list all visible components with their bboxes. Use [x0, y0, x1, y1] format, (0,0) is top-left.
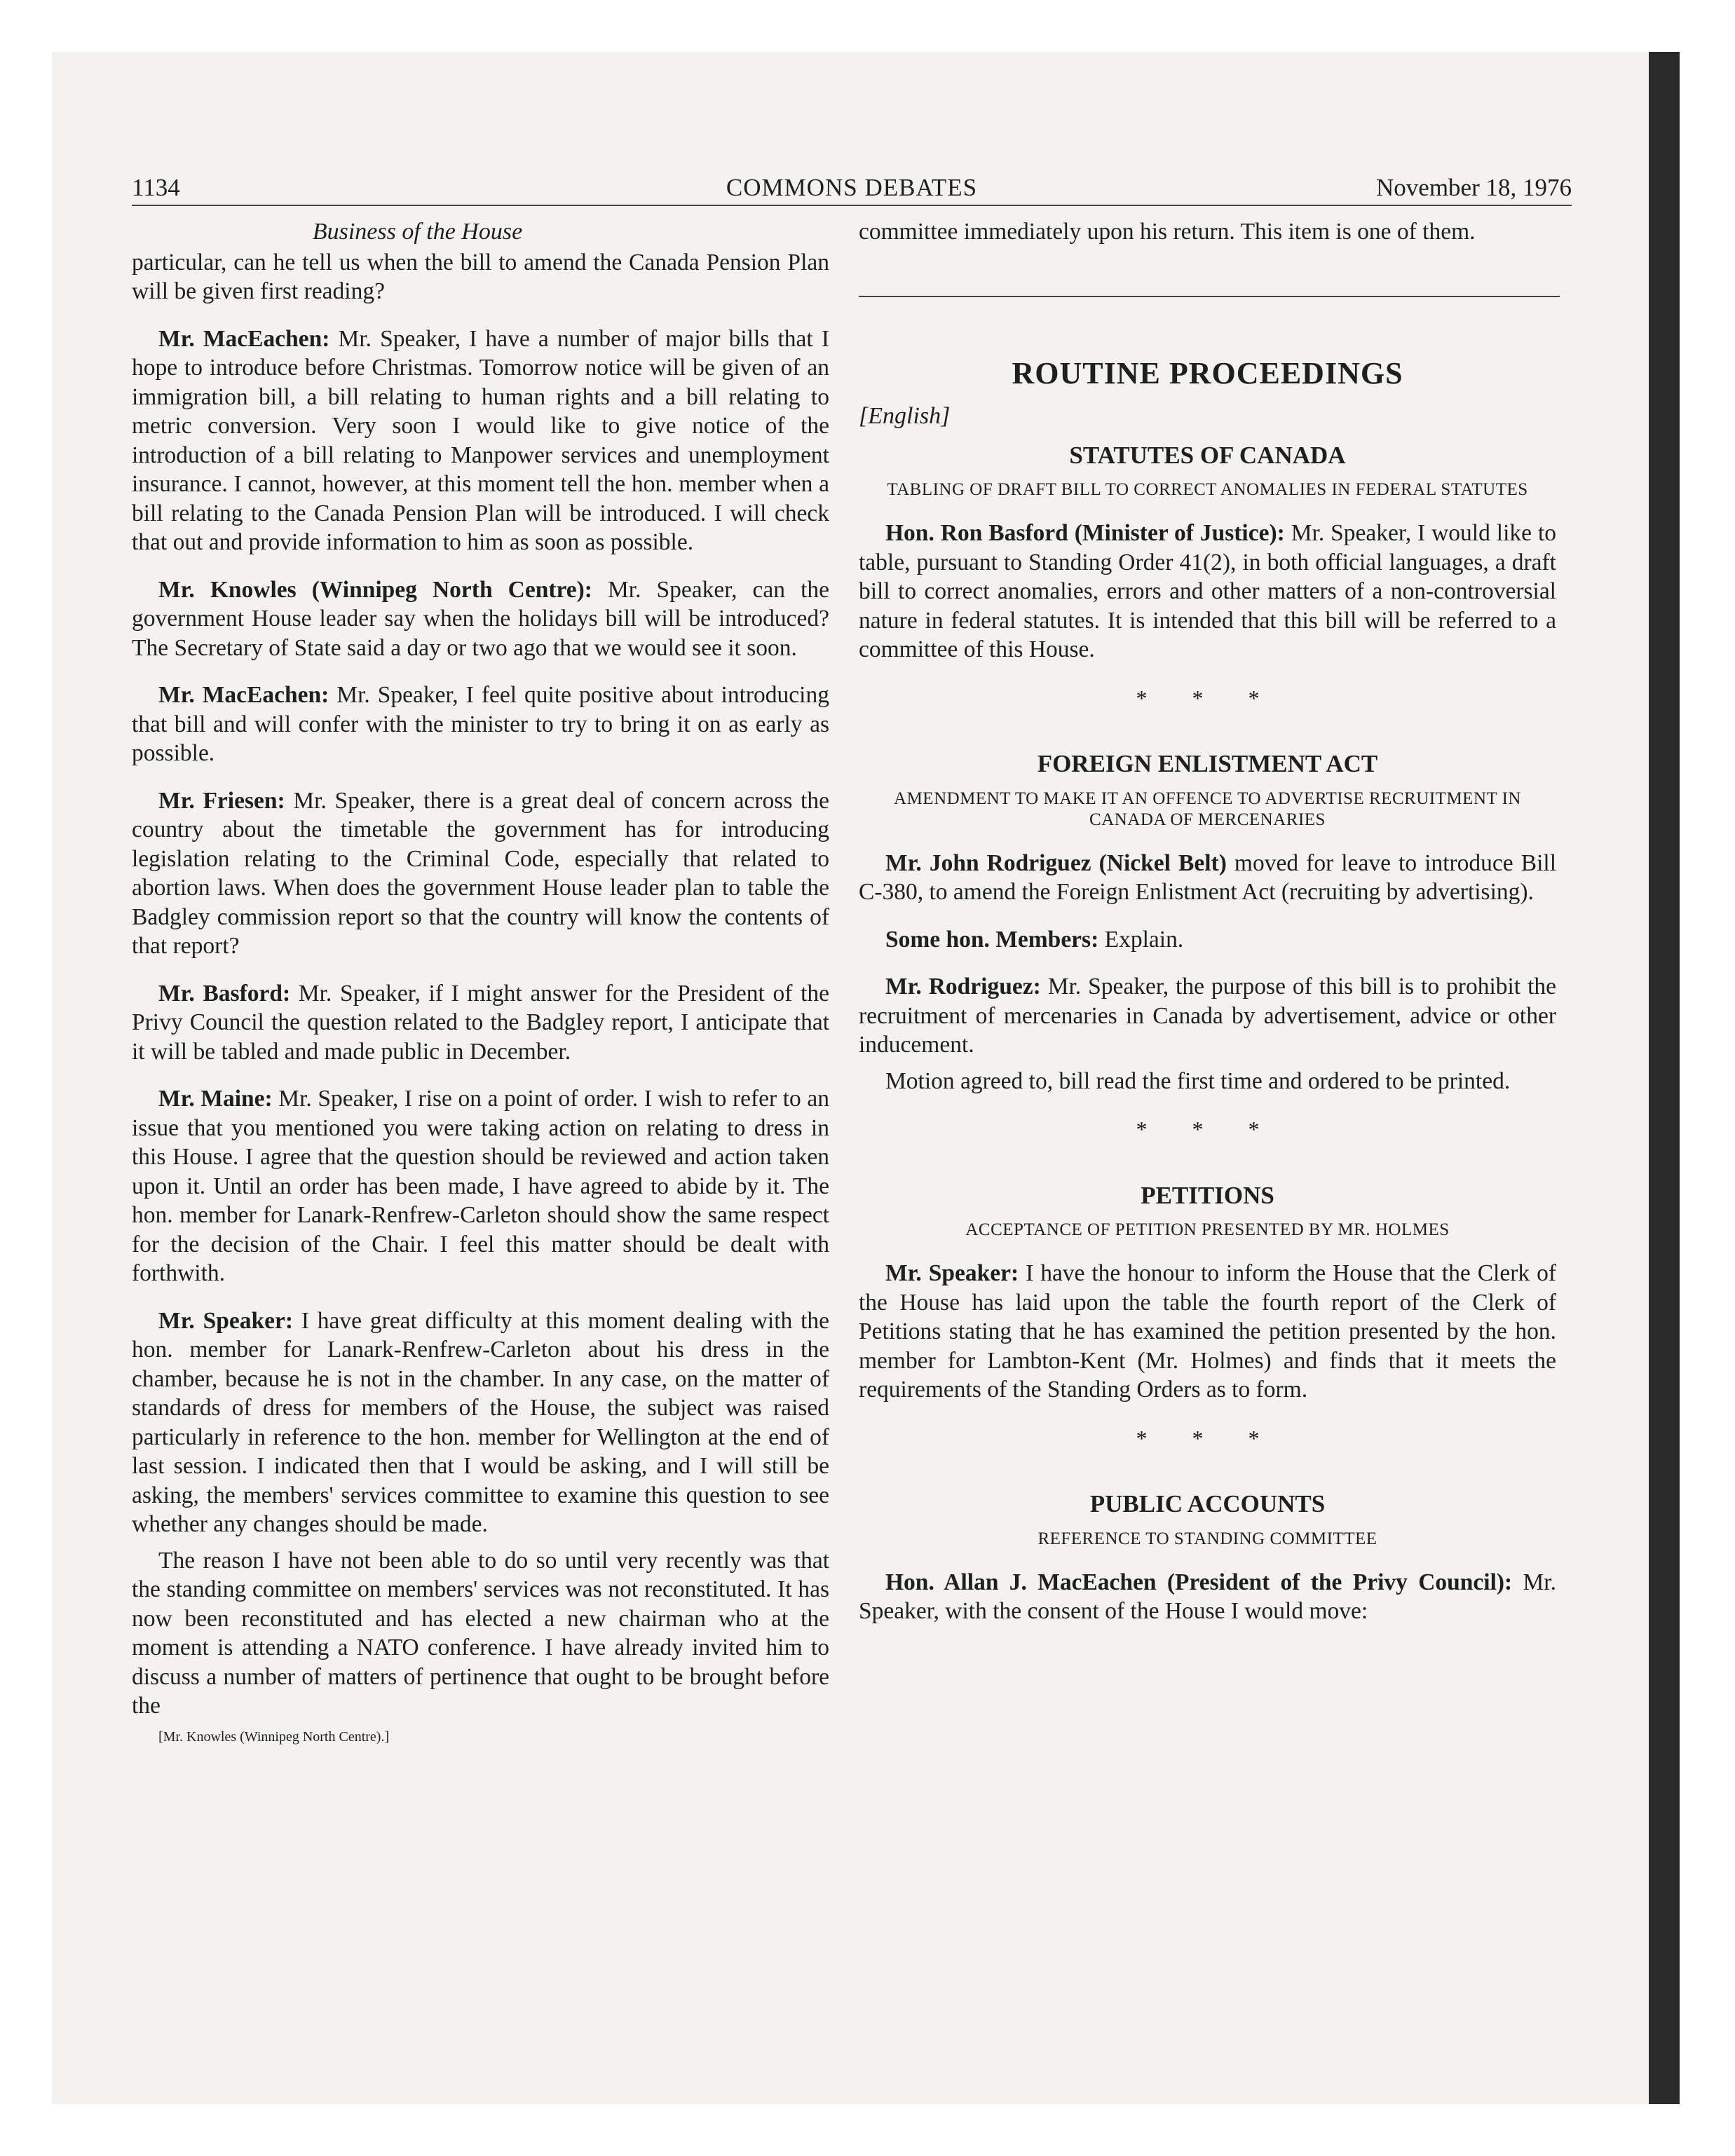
paragraph-text: Mr. Speaker, I have a number of major bills that I hope to introduce before Christmas. Tomorrow notice will be given of an immigration bill, a bill relating to human rights and a bill relating to metric conversion. Very soon I would like to give notice of the introduction of a bill relating to Manpower services and unemployment insurance. I cannot, however, at this moment tell the hon. member when a bill relating to the Canada Pension Plan will be introduced. I will check that out and provide information to him as soon as possible.: [132, 325, 830, 555]
paragraph: [132, 248, 829, 306]
running-head-business: Business of the House: [312, 219, 523, 245]
paragraph: [132, 1546, 829, 1721]
section-divider: [859, 296, 1560, 297]
paragraph-text: Mr. Speaker, I would like to table, pursuant to Standing Order 41(2), in both official languages, a draft bill to correct anomalies, errors and other matters of a non-controversial nature in federal statutes. It is intended that this bill will be referred to a committee of this House.: [859, 520, 1557, 662]
paragraph-text: Mr. Speaker, there is a great deal of concern across the country about the timetable the government has for introducing legislation relating to the Criminal Code, especially that related to abortion laws. When does the government House leader plan to table the Badgley commission report so that the country will know the contents of that report?: [132, 787, 829, 959]
speaker-name: Mr. MacEachen:: [158, 325, 330, 352]
paragraph: [859, 972, 1556, 1060]
paragraph: [132, 1306, 829, 1539]
paragraph: [859, 1568, 1556, 1626]
document-page: [132, 168, 1572, 1745]
speaker-name: Mr. Maine:: [158, 1086, 273, 1112]
paragraph-text: Mr. Speaker, with the consent of the House I would move:: [859, 1569, 1556, 1624]
subsection-subtitle: REFERENCE TO STANDING COMMITTEE: [1037, 1529, 1377, 1548]
scan-edge-strip: [1649, 52, 1680, 2104]
speaker-name: Some hon. Members:: [885, 926, 1099, 953]
right-column: [859, 217, 1556, 1644]
paragraph: [132, 681, 829, 768]
section-separator-stars: * * *: [1136, 1425, 1279, 1451]
paragraph: [859, 1067, 1556, 1096]
subsection-title: PETITIONS: [1141, 1181, 1274, 1209]
paragraph-text: The reason I have not been able to do so until very recently was that the standing committee on members' services was not reconstituted. It has now been reconstituted and has elected a new chairman who at the moment is attending a NATO conference. I have already invited him to discuss a number of matters of pertinence that ought to be brought before the: [132, 1547, 829, 1719]
subsection-subtitle: AMENDMENT TO MAKE IT AN OFFENCE TO ADVERTISE RECRUITMENT IN CANADA OF MERCENARIES: [894, 789, 1521, 829]
paragraph-text: Explain.: [1098, 926, 1184, 953]
subsection-subtitle: TABLING OF DRAFT BILL TO CORRECT ANOMALIES IN FEDERAL STATUTES: [887, 480, 1528, 499]
page-header: [132, 168, 1572, 206]
paragraph: [859, 217, 1556, 247]
paragraph: [859, 849, 1556, 907]
subsection-title: PUBLIC ACCOUNTS: [1089, 1490, 1326, 1517]
paragraph: [859, 519, 1556, 664]
paragraph: [132, 1084, 829, 1288]
speaker-name: Mr. Basford:: [158, 980, 291, 1007]
language-tag: [English]: [859, 403, 951, 429]
paragraph: [132, 786, 829, 961]
section-separator-stars: * * *: [1136, 1117, 1279, 1142]
section-title: ROUTINE PROCEEDINGS: [1012, 355, 1403, 390]
page-number: 1134: [132, 174, 180, 201]
paragraph-text: Mr. Speaker, can the government House leader say when the holidays bill will be introduced? The Secretary of State said a day or two ago that we would see it soon.: [132, 576, 830, 661]
speaker-attribution: [Mr. Knowles (Winnipeg North Centre).]: [158, 1728, 390, 1745]
speaker-name: Mr. Friesen:: [158, 787, 285, 814]
paragraph-text: I have the honour to inform the House that the Clerk of the House has laid upon the table the fourth report of the Clerk of Petitions stating that he has examined the petition presented by the hon. member for Lambton-Kent (Mr. Holmes) and finds that it meets the requirements of the Standing Orders as to form.: [859, 1260, 1556, 1403]
left-column: [132, 217, 829, 1746]
speaker-name: Mr. Knowles (Winnipeg North Centre):: [158, 576, 592, 603]
speaker-name: Mr. Rodriguez:: [885, 974, 1041, 999]
paragraph-text: particular, can he tell us when the bill to amend the Canada Pension Plan will be given first reading?: [132, 249, 829, 304]
paragraph-text: Mr. Speaker, I rise on a point of order. I wish to refer to an issue that you mentioned you were taking action on relating to dress in this House. I agree that the question should be reviewed and action taken upon it. Until an order has been made, I have agreed to abide by it. The hon. member for Lanark-Renfrew-Carleton should show the same respect for the decision of the Chair. I feel this matter should be dealt with forthwith.: [132, 1086, 829, 1286]
speaker-name: Mr. Speaker:: [158, 1307, 294, 1334]
paragraph: [859, 925, 1556, 955]
publication-date: November 18, 1976: [1376, 174, 1572, 201]
speaker-name: Hon. Ron Basford (Minister of Justice):: [885, 520, 1285, 546]
subsection-title: STATUTES OF CANADA: [1069, 441, 1346, 469]
speaker-name: Mr. MacEachen:: [158, 682, 329, 708]
subsection-subtitle: ACCEPTANCE OF PETITION PRESENTED BY MR. HOLMES: [965, 1220, 1450, 1239]
paragraph-text: moved for leave to introduce Bill C-380, to amend the Foreign Enlistment Act (recruiting by advertising).: [859, 850, 1556, 905]
section-separator-stars: * * *: [1136, 685, 1279, 711]
paragraph-text: Mr. Speaker, I feel quite positive about introducing that bill and will confer with the minister to try to bring it on as early as possible.: [132, 682, 829, 766]
paragraph-text: Mr. Speaker, if I might answer for the President of the Privy Council the question related to the Badgley report, I anticipate that it will be tabled and made public in December.: [132, 980, 830, 1065]
speaker-name: Hon. Allan J. MacEachen (President of the Privy Council):: [885, 1569, 1513, 1595]
speaker-name: Mr. John Rodriguez (Nickel Belt): [885, 850, 1227, 876]
speaker-name: Mr. Speaker:: [885, 1260, 1019, 1286]
paragraph-text: Mr. Speaker, the purpose of this bill is to prohibit the recruitment of mercenaries in Canada by advertisement, advice or other inducement.: [859, 974, 1556, 1058]
subsection-title: FOREIGN ENLISTMENT ACT: [1037, 750, 1378, 777]
paragraph: [132, 325, 829, 557]
paragraph: [132, 575, 829, 663]
paragraph: [132, 979, 829, 1067]
publication-title: COMMONS DEBATES: [726, 174, 978, 201]
paragraph-text: I have great difficulty at this moment dealing with the hon. member for Lanark-Renfrew-Carleton about his dress in the chamber, because he is not in the chamber. In any case, on the matter of standards of dress for members of the House, the subject was raised particularly in reference to the hon. member for Wellington at the end of last session. I indicated then that I would be asking, and I will still be asking, the members' services committee to examine this question to see whether any changes should be made.: [132, 1307, 829, 1537]
paragraph: [859, 1259, 1556, 1405]
paragraph-text: committee immediately upon his return. This item is one of them.: [859, 219, 1476, 245]
paragraph-text: Motion agreed to, bill read the first time and ordered to be printed.: [885, 1067, 1511, 1094]
